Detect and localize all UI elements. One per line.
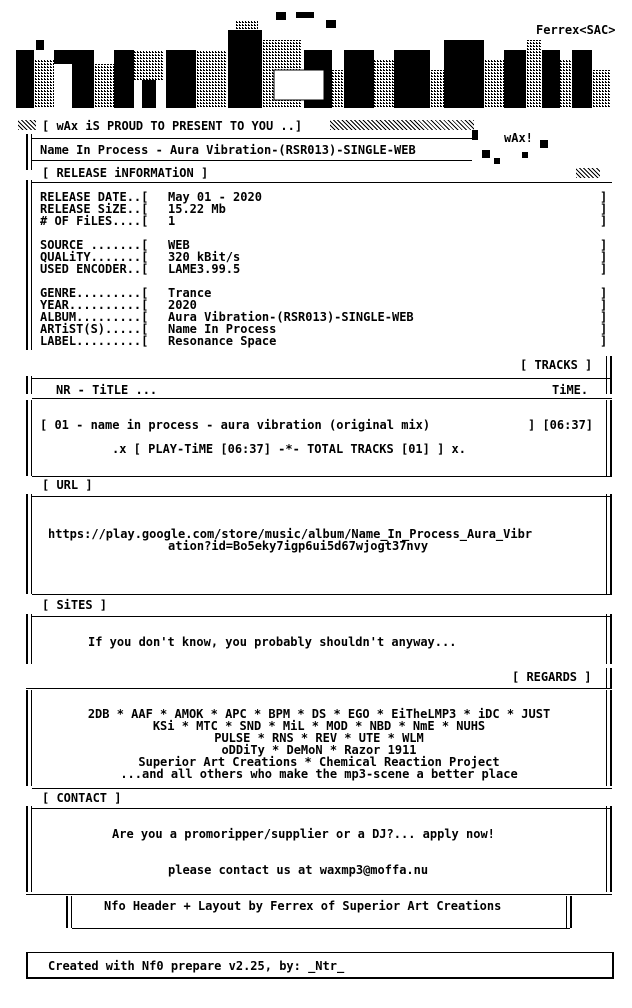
release-row-value: LAME3.99.5 bbox=[168, 262, 241, 276]
tracks-heading: [ TRACKS ] bbox=[520, 358, 593, 372]
url-heading: [ URL ] bbox=[42, 478, 93, 492]
frame-right-7 bbox=[606, 690, 612, 786]
sites-heading: [ SiTES ] bbox=[42, 598, 108, 612]
frame-left-8 bbox=[26, 806, 32, 892]
frame-right-tracks bbox=[606, 356, 612, 376]
frame-right-8 bbox=[606, 806, 612, 892]
release-row-close: ] bbox=[600, 202, 608, 216]
contact-apply: Are you a promoripper/supplier or a DJ?... apply now! bbox=[112, 827, 495, 841]
release-row-close: ] bbox=[600, 214, 608, 228]
release-row-close: ] bbox=[600, 298, 608, 312]
release-row-value: 15.22 Mb bbox=[168, 202, 226, 216]
header-proud-line: [ wAx iS PROUD TO PRESENT TO YOU ..] bbox=[42, 119, 303, 133]
frame-left-5 bbox=[26, 494, 32, 594]
regards-line: PULSE * RNS * REV * UTE * WLM bbox=[214, 731, 424, 745]
release-row-close: ] bbox=[600, 238, 608, 252]
release-row-value: 2020 bbox=[168, 298, 197, 312]
release-row-close: ] bbox=[600, 286, 608, 300]
release-row-value: Resonance Space bbox=[168, 334, 277, 348]
release-top-line bbox=[32, 182, 612, 183]
url-box-top bbox=[32, 496, 612, 497]
release-row-value: 1 bbox=[168, 214, 176, 228]
track-row-time: ] [06:37] bbox=[528, 418, 594, 432]
sites-box-top bbox=[32, 616, 612, 617]
tracks-head-bottom bbox=[32, 398, 612, 399]
frame-right-3 bbox=[606, 376, 612, 394]
footer-credit-top bbox=[26, 894, 612, 895]
tracks-col-time: TiME. bbox=[552, 383, 589, 397]
release-row-label: LABEL.........[ bbox=[40, 334, 149, 348]
frame-right-9 bbox=[566, 896, 572, 928]
release-row-label: ALBUM.........[ bbox=[40, 310, 149, 324]
release-row-label: # OF FiLES....[ bbox=[40, 214, 149, 228]
frame-right-5 bbox=[606, 494, 612, 594]
url-link-line1[interactable]: https://play.google.com/store/music/album/Name_In_Process_Aura_Vibr bbox=[48, 527, 533, 541]
release-row-value: 320 kBit/s bbox=[168, 250, 241, 264]
release-row-value: Aura Vibration-(RSR013)-SINGLE-WEB bbox=[168, 310, 414, 324]
shade-left bbox=[18, 120, 36, 130]
release-row-label: RELEASE SiZE..[ bbox=[40, 202, 149, 216]
regards-line: KSi * MTC * SND * MiL * MOD * NBD * NmE * NUHS bbox=[152, 719, 486, 733]
wax-logo bbox=[14, 10, 614, 120]
title-top-line bbox=[32, 138, 472, 139]
release-heading-shade bbox=[576, 168, 600, 178]
release-row-value: WEB bbox=[168, 238, 190, 252]
frame-right-6 bbox=[606, 614, 612, 664]
regards-box-top bbox=[26, 688, 612, 689]
tracks-col-title: NR - TiTLE ... bbox=[56, 383, 158, 397]
url-top-line bbox=[32, 476, 612, 477]
release-row-close: ] bbox=[600, 250, 608, 264]
logo-art bbox=[14, 10, 614, 120]
release-row-value: Name In Process bbox=[168, 322, 277, 336]
title-bottom-line bbox=[32, 160, 472, 161]
release-row-label: ARTiST(S).....[ bbox=[40, 322, 149, 336]
header-credit: Ferrex<SAC> bbox=[536, 23, 616, 37]
release-row-close: ] bbox=[600, 334, 608, 348]
release-row-close: ] bbox=[600, 190, 608, 204]
frame-right-regards bbox=[606, 668, 612, 688]
release-title: Name In Process - Aura Vibration-(RSR013)-SINGLE-WEB bbox=[40, 143, 416, 157]
regards-line: ...and all others who make the mp3-scene a better place bbox=[120, 767, 518, 781]
release-row-label: USED ENCODER..[ bbox=[40, 262, 149, 276]
release-row-close: ] bbox=[600, 262, 608, 276]
regards-line: Superior Art Creations * Chemical Reaction Project bbox=[138, 755, 500, 769]
contact-box-top bbox=[32, 808, 612, 809]
contact-email[interactable]: please contact us at waxmp3@moffa.nu bbox=[168, 863, 429, 877]
sites-text: If you don't know, you probably shouldn't anyway... bbox=[88, 635, 457, 649]
track-row-text: [ 01 - name in process - aura vibration (original mix) bbox=[40, 418, 431, 432]
footer-credit: Nfo Header + Layout by Ferrex of Superior Art Creations bbox=[104, 899, 502, 913]
release-row-label: YEAR..........[ bbox=[40, 298, 149, 312]
tracks-summary: .x [ PLAY-TiME [06:37] -*- TOTAL TRACKS [01] ] x. bbox=[112, 442, 467, 456]
url-box-bottom bbox=[32, 594, 612, 595]
footer-credit-bottom bbox=[72, 928, 570, 929]
shade-right bbox=[330, 120, 474, 130]
release-row-close: ] bbox=[600, 322, 608, 336]
frame-left-2 bbox=[26, 180, 32, 350]
regards-line: oDDiTy * DeMoN * Razor 1911 bbox=[221, 743, 417, 757]
logo-tag: wAx! bbox=[504, 131, 533, 145]
frame-left-4 bbox=[26, 400, 32, 476]
frame-left-9 bbox=[66, 896, 72, 928]
regards-line: 2DB * AAF * AMOK * APC * BPM * DS * EGO * EiTheLMP3 * iDC * JUST bbox=[87, 707, 551, 721]
contact-heading: [ CONTACT ] bbox=[42, 791, 122, 805]
release-row-label: QUALiTY.......[ bbox=[40, 250, 149, 264]
contact-top-line bbox=[32, 788, 612, 789]
created-with: Created with Nf0 prepare v2.25, by: _Ntr_ bbox=[48, 959, 345, 973]
url-link-line2[interactable]: ation?id=Bo5eky7igp6ui5d67wjogt37nvy bbox=[168, 539, 429, 553]
tracks-head-top bbox=[32, 378, 612, 379]
frame-left-1 bbox=[26, 134, 32, 170]
release-row-value: May 01 - 2020 bbox=[168, 190, 262, 204]
release-row-value: Trance bbox=[168, 286, 212, 300]
frame-right-4 bbox=[606, 400, 612, 476]
release-row-label: RELEASE DATE..[ bbox=[40, 190, 149, 204]
release-heading: [ RELEASE iNFORMATiON ] bbox=[42, 166, 209, 180]
regards-heading: [ REGARDS ] bbox=[512, 670, 592, 684]
release-row-label: SOURCE .......[ bbox=[40, 238, 149, 252]
release-row-label: GENRE.........[ bbox=[40, 286, 149, 300]
release-row-close: ] bbox=[600, 310, 608, 324]
frame-left-6 bbox=[26, 614, 32, 664]
